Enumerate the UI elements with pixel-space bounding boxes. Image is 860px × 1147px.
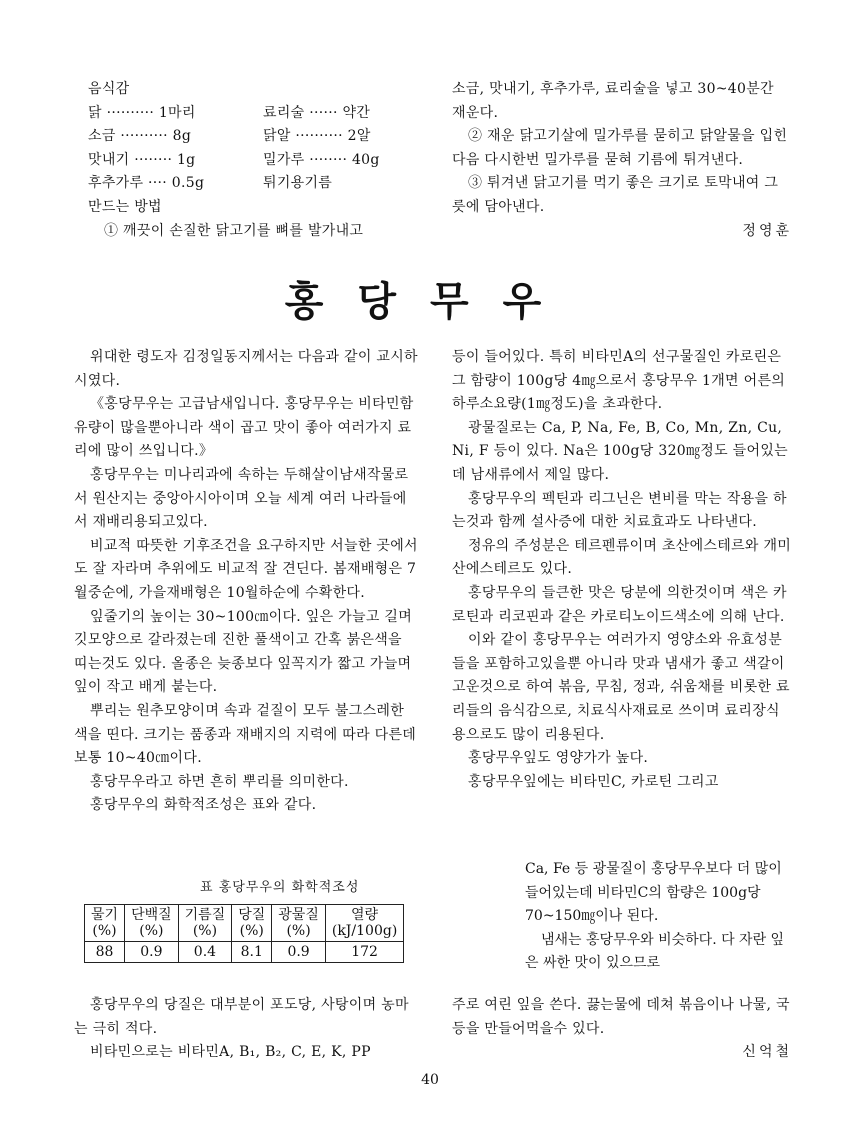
- table-cell: 0.9: [272, 942, 326, 963]
- table-cell: 172: [325, 942, 403, 963]
- paragraph: 주로 여린 잎을 쓴다. 끓는물에 데쳐 볶음이나 나물, 국 등을 만들어먹을수 있다.: [452, 997, 790, 1037]
- ingredient: 닭알 ·········· 2알: [263, 128, 371, 145]
- paragraph: 잎줄기의 높이는 30~100㎝이다. 잎은 가늘고 길며 깃모양으로 갈라졌는데 진한 풀색이고 간혹 붉은색을 띠는것도 있다. 올종은 늦종보다 잎꼭지가 짧고 가늘며 잎이 작고 배게 붙는다.: [74, 608, 413, 696]
- method-step-1-continued: 소금, 맛내기, 후추가루, 료리술을 넣고 30~40분간 재운다.: [452, 81, 774, 121]
- paragraph: 이와 같이 홍당무우는 여러가지 영양소와 유효성분들을 포함하고있을뿐 아니라 맛과 냄새가 좋고 색갈이 고운것으로 하여 볶음, 무침, 정과, 쉬움채를 비롯한 료리들의 음식감으로, 치료식사재료로 쓰이며 료리장식용으로도 많이 리용된다.: [452, 632, 790, 743]
- paragraph: 홍당무우의 화학적조성은 표와 같다.: [90, 797, 317, 814]
- method-step-3: ③ 튀겨낸 닭고기를 먹기 좋은 크기로 토막내여 그릇에 담아낸다.: [452, 175, 779, 215]
- paragraph: 홍당무우의 당질은 대부분이 포도당, 사탕이며 농마는 극히 적다.: [74, 997, 409, 1037]
- paragraph: 위대한 령도자 김정일동지께서는 다음과 같이 교시하시였다.: [74, 349, 418, 389]
- ingredient: 후추가루 ···· 0.5g: [88, 175, 205, 192]
- paragraph: 홍당무우는 미나리과에 속하는 두해살이남새작물로서 원산지는 중앙아시아이며 오늘 세계 여러 나라들에서 재배리용되고있다.: [74, 466, 409, 531]
- table-cell: 8.1: [232, 942, 272, 963]
- article-bottom-left: [74, 994, 420, 1065]
- ingredient-row: [88, 149, 418, 173]
- ingredient: 소금 ·········· 8g: [88, 128, 192, 145]
- recipe-right-column: [452, 78, 792, 243]
- article-bottom-right: [452, 994, 792, 1065]
- table-header: 열량 (kJ/100g): [325, 905, 403, 942]
- paragraph: 홍당무우의 펙틴과 리그닌은 변비를 막는 작용을 하는것과 함께 설사증에 대한 치료효과도 나타낸다.: [452, 490, 787, 531]
- ingredient-row: [88, 172, 418, 196]
- recipe-left-column: [88, 78, 418, 243]
- paragraph: 홍당무우잎에는 비타민C, 카로틴 그리고: [468, 773, 719, 790]
- page-number: 40: [421, 1072, 439, 1088]
- paragraph: 등이 들어있다. 특히 비타민A의 선구물질인 카로린은 그 함량이 100g당 4㎎으로서 홍당무우 1개면 어른의 하루소요량(1㎎정도)을 초과한다.: [452, 349, 786, 413]
- article-author: 신억철: [742, 1044, 792, 1061]
- table-cell: 88: [85, 942, 125, 963]
- ingredients-title: 음식감: [88, 81, 130, 97]
- method-step-1: ① 깨끗이 손질한 닭고기를 뼈를 발가내고: [104, 222, 364, 239]
- composition-table: [84, 904, 404, 963]
- table-header: 단백질 (%): [125, 905, 179, 942]
- table-cell: 0.4: [178, 942, 232, 963]
- paragraph: 비타민으로는 비타민A, B₁, B₂, C, E, K, PP: [90, 1044, 371, 1061]
- ingredient: 튀기용기름: [263, 175, 333, 192]
- table-header: 광물질 (%): [272, 905, 326, 942]
- table-header: 당질 (%): [232, 905, 272, 942]
- recipe-author: 정영훈: [742, 222, 792, 239]
- paragraph: 냄새는 홍당무우와 비슷하다. 다 자란 잎은 싸한 맛이 있으므로: [525, 931, 785, 972]
- ingredient-row: [88, 125, 418, 149]
- ingredient: 료리술 ······ 약간: [263, 104, 371, 121]
- paragraph: 정유의 주성분은 테르펜류이며 초산에스테르와 개미산에스테르도 있다.: [452, 537, 792, 578]
- method-step-2: ② 재운 닭고기살에 밀가루를 묻히고 닭알물을 입힌 다음 다시한번 밀가루를 묻혀 기름에 튀겨낸다.: [452, 128, 788, 168]
- paragraph: 광물질로는 Ca, P, Na, Fe, B, Co, Mn, Zn, Cu, Ni, F 등이 있다. Na은 100g당 320㎎정도 들어있는데 남새류에서 제일 많다.: [452, 419, 788, 483]
- ingredient-row: [88, 102, 418, 126]
- ingredient: 닭 ·········· 1마리: [88, 104, 196, 121]
- table-header: 기름질 (%): [178, 905, 232, 942]
- article-wrap-block: [525, 858, 793, 976]
- paragraph: 홍당무우라고 하면 흔히 뿌리를 의미한다.: [90, 773, 349, 790]
- table-caption: 표 홍당무우의 화학적조성: [200, 880, 360, 895]
- table-row: [85, 942, 404, 963]
- paragraph: 홍당무우잎도 영양가가 높다.: [468, 750, 649, 767]
- ingredient: 밀가루 ········ 40g: [263, 151, 380, 168]
- method-title: 만드는 방법: [88, 198, 162, 215]
- article-title: 홍당무우: [284, 279, 576, 325]
- paragraph: 뿌리는 원추모양이며 속과 겉질이 모두 불그스레한 색을 띤다. 크기는 품종과 재배지의 지력에 따라 다른데 보통 10~40㎝이다.: [74, 702, 417, 767]
- table-header: 물기 (%): [85, 905, 125, 942]
- paragraph: 홍당무우의 들큰한 맛은 당분에 의한것이며 색은 카로틴과 리코핀과 같은 카로티노이드색소에 의해 난다.: [452, 584, 787, 625]
- article-right-column: [452, 346, 792, 794]
- table-cell: 0.9: [125, 942, 179, 963]
- paragraph: Ca, Fe 등 광물질이 홍당무우보다 더 많이 들어있는데 비타민C의 함량은 100g당 70~150㎎이나 된다.: [525, 861, 782, 925]
- article-left-column: [74, 346, 420, 818]
- paragraph: 비교적 따뜻한 기후조건을 요구하지만 서늘한 곳에서도 잘 자라며 추위에도 비교적 잘 견딘다. 봄재배형은 7월중순에, 가을재배형은 10월하순에 수확한다.: [74, 537, 418, 601]
- ingredient: 맛내기 ········ 1g: [88, 151, 196, 168]
- table-header-row: [85, 905, 404, 942]
- paragraph: 《홍당무우는 고급남새입니다. 홍당무우는 비타민함유량이 많을뿐아니라 색이 곱고 맛이 좋아 여러가지 료리에 많이 쓰입니다.》: [74, 396, 414, 460]
